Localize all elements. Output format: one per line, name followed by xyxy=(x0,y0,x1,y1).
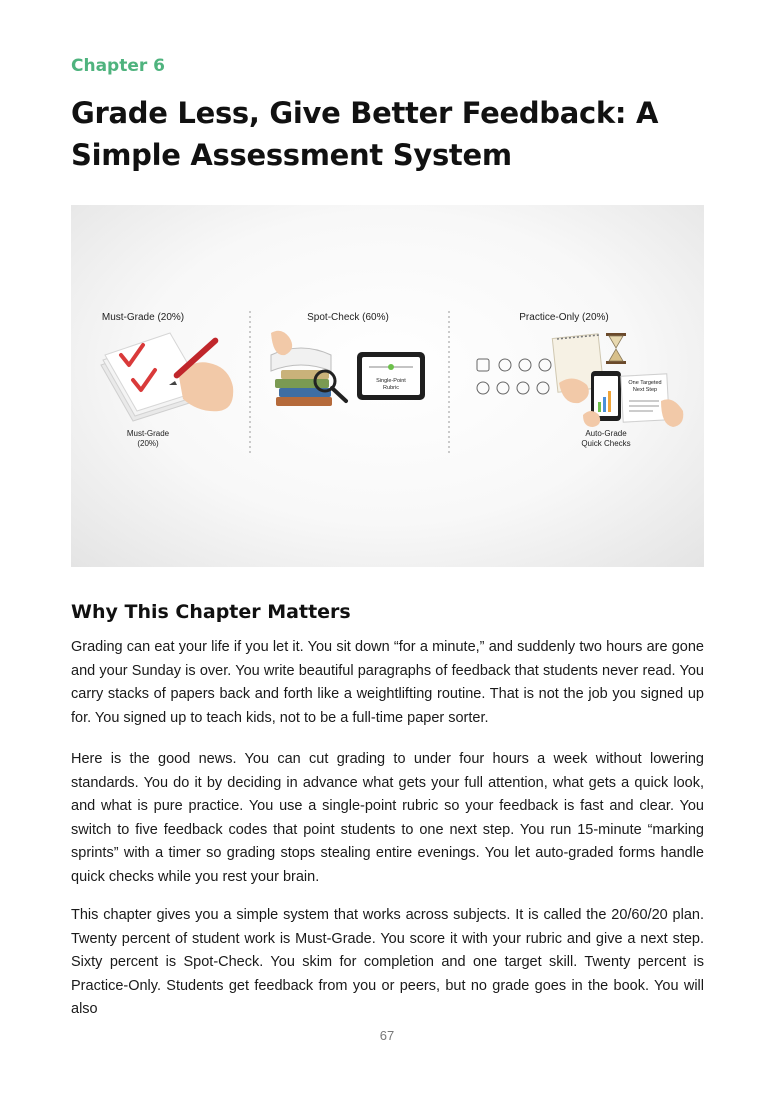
auto-grade-caption-1: Auto-Grade xyxy=(585,429,627,438)
book-stack-icon xyxy=(271,331,332,406)
paragraph-3: This chapter gives you a simple system that works across subjects. It is called the 20/60/20 plan. Twenty percent of student work is Must-Grade. You score it with your rubric and give a next step. Sixty percent is Spot-Check. You skim for completion and one target skill. Twenty percent is Practice-Only. Students get feedback from you or peers, but no grade goes in the book. You will also xyxy=(71,907,704,1017)
auto-grade-caption-2: Quick Checks xyxy=(581,439,631,448)
tablet-icon xyxy=(357,352,425,400)
must-grade-caption-1: Must-Grade xyxy=(126,429,170,438)
practice-only-heading: Practice-Only (20%) xyxy=(519,312,609,323)
must-grade-caption-2: (20%) xyxy=(137,439,159,448)
card-label-1: One Targeted xyxy=(628,380,662,386)
tablet-label-2: Rubric xyxy=(383,385,399,391)
tablet-label-1: Single-Point xyxy=(376,378,406,384)
paragraph-2: Here is the good news. You can cut grading to under four hours a week without lowering standards. You do it by deciding in advance what gets your full attention, what gets a quick look, and what is pure practice. You use a single-point rubric so your feedback is fast and clear. You switch to five feedback codes that point students to one next step. You run 15-minute “marking sprints” with a timer so grading stops stealing entire evenings. You let auto-graded forms handle quick checks while you rest your brain. xyxy=(71,751,704,885)
assessment-illustration xyxy=(71,205,704,567)
next-step-card-icon xyxy=(621,374,683,427)
paragraph-1: Grading can eat your life if you let it. You sit down “for a minute,” and suddenly two hours are gone and your Sunday is over. You write beautiful paragraphs of feedback that students never read. You carry stacks of papers back and forth like a weightlifting routine. That is not the job you signed up for. You signed up to teach kids, not to be a full-time paper sorter. xyxy=(71,639,704,726)
page-title: Grade Less, Give Better Feedback: A Simple Assessment System xyxy=(71,96,659,172)
assessment-figure xyxy=(71,205,704,567)
feedback-code-icons xyxy=(477,359,551,394)
page-number: 67 xyxy=(379,1028,395,1043)
card-label-2: Next Step xyxy=(632,387,658,393)
chapter-label: Chapter 6 xyxy=(71,56,166,76)
hourglass-icon xyxy=(606,333,626,364)
spot-check-heading: Spot-Check (60%) xyxy=(307,312,389,323)
must-grade-heading: Must-Grade (20%) xyxy=(101,312,185,323)
section-heading: Why This Chapter Matters xyxy=(71,601,351,623)
